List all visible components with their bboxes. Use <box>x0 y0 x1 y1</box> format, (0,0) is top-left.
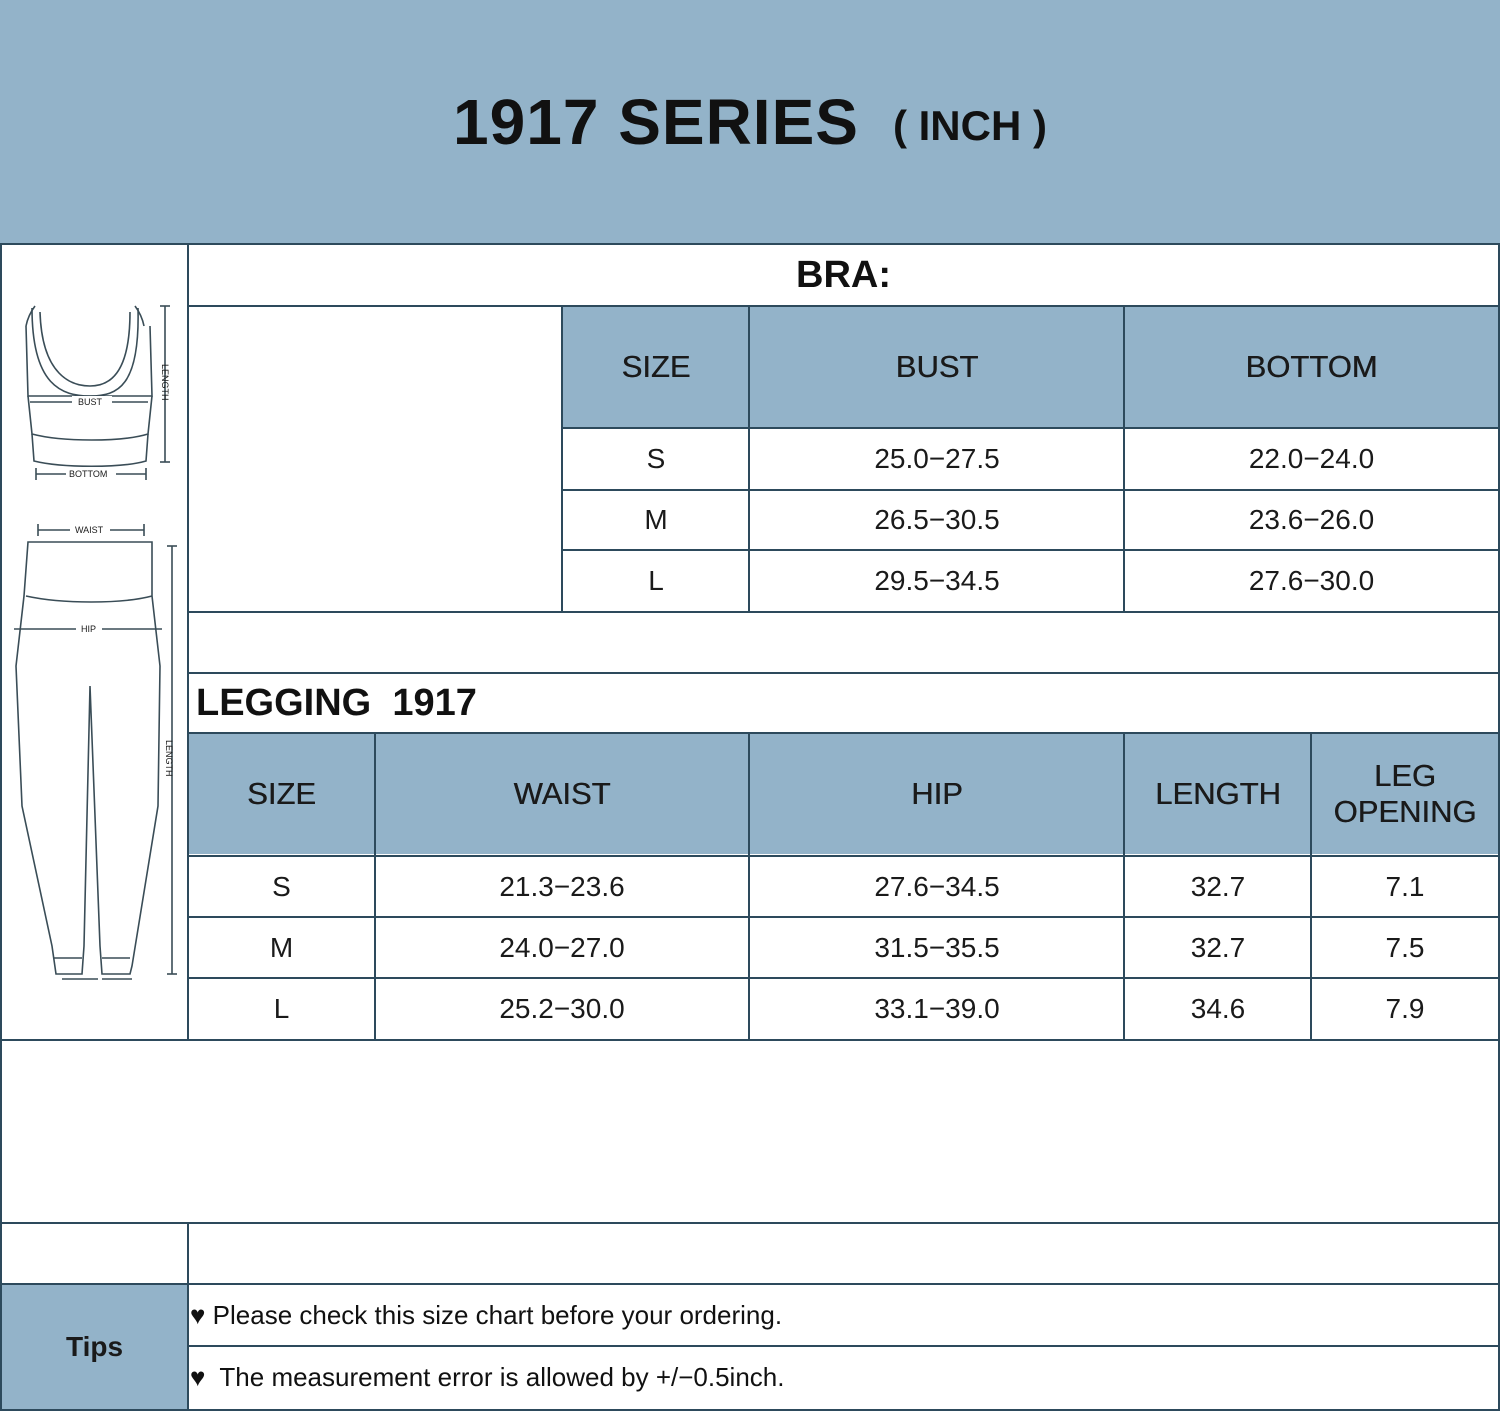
bra-bust-cell: 29.5−34.5 <box>874 565 1000 596</box>
unit-label: ( INCH ) <box>892 102 1047 149</box>
divider <box>1310 732 1312 1040</box>
bra-bust-cell: 25.0−27.5 <box>874 443 1000 474</box>
legging-hip-cell: 31.5−35.5 <box>874 931 1000 963</box>
divider <box>748 305 750 613</box>
legging-size-cell: S <box>272 870 291 902</box>
size-diagram-svg <box>2 246 186 1038</box>
legging-size-cell: L <box>273 993 290 1024</box>
legging-col-size: SIZE <box>247 776 316 812</box>
divider <box>1123 732 1125 1040</box>
legging-waist-cell: 24.0−27.0 <box>499 931 625 963</box>
legging-waist-cell: 21.3−23.6 <box>499 870 625 902</box>
bra-size-cell: L <box>648 565 664 596</box>
divider <box>1123 305 1125 613</box>
bra-bottom-cell: 22.0−24.0 <box>1248 443 1375 474</box>
bra-col-size: SIZE <box>621 349 691 385</box>
legging-col-hip: HIP <box>911 776 963 812</box>
legging-length-cell: 32.7 <box>1190 870 1246 902</box>
legging-leg-opening-cell: 7.5 <box>1385 931 1425 963</box>
page-title: 1917 SERIES <box>453 86 859 158</box>
tips-label: Tips <box>2 1285 187 1409</box>
bra-section-title: BRA: <box>796 253 891 296</box>
legging-col-waist: WAIST <box>513 776 611 812</box>
divider <box>187 1222 189 1411</box>
legging-hip-cell: 27.6−34.5 <box>874 870 1000 902</box>
garment-diagram <box>2 246 186 1038</box>
legging-length-label: LENGTH <box>164 740 174 777</box>
bra-bottom-cell: 23.6−26.0 <box>1248 504 1375 535</box>
tip-item: ♥ Please check this size chart before your ordering. <box>190 1299 783 1330</box>
waist-label: WAIST <box>75 525 104 535</box>
tip-item: ♥ The measurement error is allowed by +/−0.5inch. <box>190 1361 785 1392</box>
legging-col-length: LENGTH <box>1155 776 1281 812</box>
bottom-label: BOTTOM <box>69 469 108 479</box>
title-banner <box>0 0 1500 244</box>
bra-size-cell: M <box>644 504 668 535</box>
divider <box>374 732 376 1040</box>
legging-col-leg-opening: LEG OPENING <box>1333 758 1477 829</box>
legging-leg-opening-cell: 7.1 <box>1385 870 1425 902</box>
divider <box>561 305 563 613</box>
legging-length-cell: 32.7 <box>1190 931 1246 963</box>
divider <box>748 732 750 1040</box>
bust-label: BUST <box>78 397 103 407</box>
bra-bust-cell: 26.5−30.5 <box>874 504 1000 535</box>
legging-size-cell: M <box>269 931 294 963</box>
legging-section-title: LEGGING 1917 <box>196 681 477 724</box>
hip-label: HIP <box>81 624 97 634</box>
legging-leg-opening-cell: 7.9 <box>1385 993 1425 1024</box>
divider <box>0 1039 1500 1041</box>
legging-waist-cell: 25.2−30.0 <box>499 993 625 1024</box>
divider <box>187 611 1500 613</box>
divider <box>0 1222 1500 1224</box>
legging-hip-cell: 33.1−39.0 <box>874 993 1000 1024</box>
bra-bottom-cell: 27.6−30.0 <box>1248 565 1375 596</box>
bra-col-bust: BUST <box>895 349 979 385</box>
bra-size-cell: S <box>646 443 666 474</box>
bra-length-label: LENGTH <box>160 364 170 401</box>
bra-col-bottom: BOTTOM <box>1245 349 1378 385</box>
legging-length-cell: 34.6 <box>1190 993 1246 1024</box>
